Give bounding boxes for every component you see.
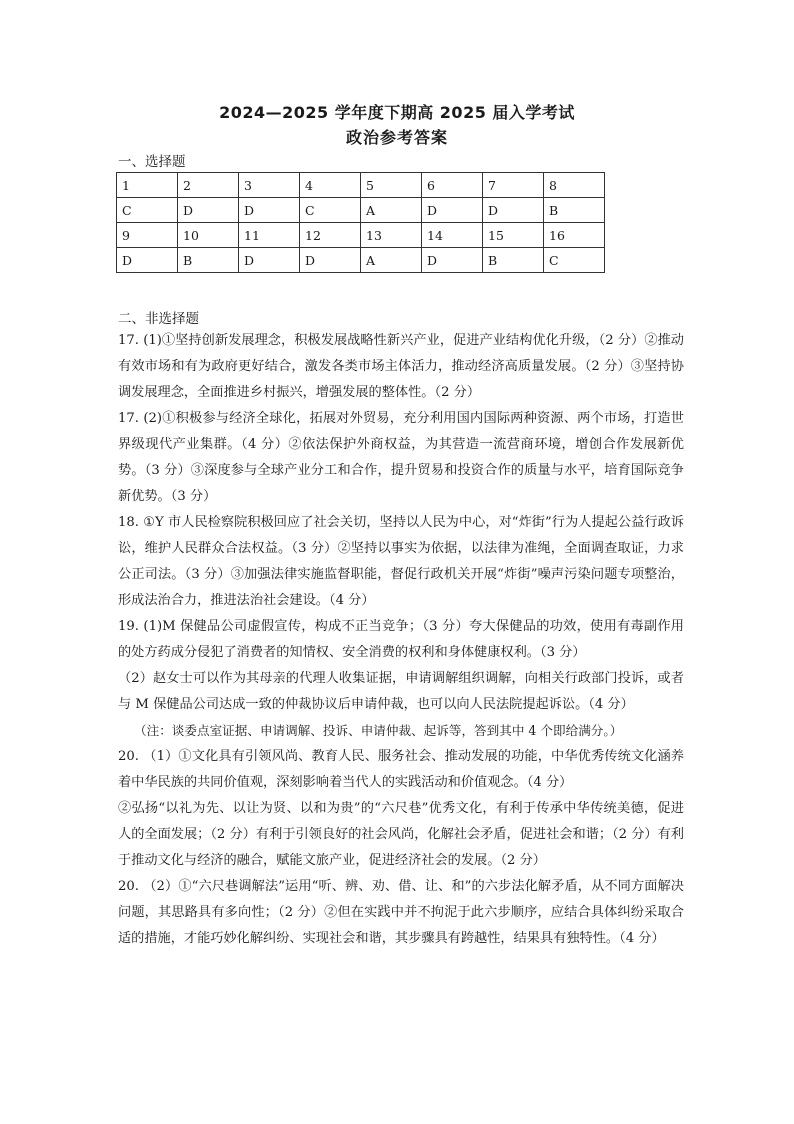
table-cell: D — [178, 198, 239, 223]
grading-note: （注：谈委点室证据、申请调解、投诉、申请仲裁、起诉等，答到其中 4 个即给满分。） — [134, 723, 623, 738]
table-cell: D — [117, 248, 178, 273]
answer-paragraph-17-1: 17. (1)①坚持创新发展理念，积极发展战略性新兴产业，促进产业结构优化升级，（2 分）②推动有效市场和有为政府更好结合，激发各类市场主体活力，推动经济高质量发展。（2 分）③坚持协调发展理念，全面推进乡村振兴，增强发展的整体性。（2 分） — [118, 333, 684, 400]
section-heading-open: 二、非选择题 — [118, 311, 199, 327]
table-cell: 6 — [422, 173, 483, 198]
table-cell: 8 — [544, 173, 605, 198]
table-cell: C — [544, 248, 605, 273]
table-cell: 15 — [483, 223, 544, 248]
table-cell: A — [361, 248, 422, 273]
answer-paragraph-18: 18. ①Y 市人民检察院积极回应了社会关切，坚持以人民为中心，对“炸街”行为人提起公益行政诉讼，维护人民群众合法权益。（3 分）②坚持以事实为依据，以法律为准绳，全面调查取证，力求公正司法。（3 分）③加强法律实施监督职能，督促行政机关开展“炸街”噪声污染问题专项整治，形成法治合力，推进法治社会建设。（4 分） — [118, 515, 684, 608]
table-cell: 9 — [117, 223, 178, 248]
table-cell: C — [300, 198, 361, 223]
table-cell: 13 — [361, 223, 422, 248]
table-cell: 10 — [178, 223, 239, 248]
table-cell: 1 — [117, 173, 178, 198]
table-cell: D — [300, 248, 361, 273]
table-cell: D — [483, 198, 544, 223]
table-cell: D — [239, 198, 300, 223]
page-title: 2024—2025 学年度下期高 2025 届入学考试 — [219, 103, 575, 122]
answer-paragraph-20-1b: ②弘扬“以礼为先、以让为贤、以和为贵”的“六尺巷”优秀文化，有利于传承中华传统美德，促进人的全面发展；（2 分）有利于引领良好的社会风尚，化解社会矛盾，促进社会和谐；（2 分）有利于推动文化与经济的融合，赋能文旅产业，促进经济社会的发展。（2 分） — [118, 801, 684, 868]
table-cell: 3 — [239, 173, 300, 198]
table-cell: B — [483, 248, 544, 273]
answer-paragraph-19-1: 19. (1)M 保健品公司虚假宣传，构成不正当竞争；（3 分）夸大保健品的功效，使用有毒副作用的处方药成分侵犯了消费者的知情权、安全消费的权利和身体健康权利。（3 分） — [118, 619, 684, 660]
answer-body — [118, 328, 684, 952]
table-cell: 7 — [483, 173, 544, 198]
table-cell: B — [178, 248, 239, 273]
table-cell: 12 — [300, 223, 361, 248]
table-cell: 11 — [239, 223, 300, 248]
answer-table — [116, 172, 605, 273]
table-cell: 14 — [422, 223, 483, 248]
table-cell: B — [544, 198, 605, 223]
table-row — [117, 248, 605, 273]
table-row — [117, 198, 605, 223]
table-cell: 16 — [544, 223, 605, 248]
answer-paragraph-20-2: 20. （2）①“六尺巷调解法”运用“听、辨、劝、借、让、和”的六步法化解矛盾，从不同方面解决问题，其思路具有多向性；（2 分）②但在实践中并不拘泥于此六步顺序，应结合具体纠纷采取合适的措施，才能巧妙化解纠纷、实现社会和谐，其步骤具有跨越性，结果具有独特性。（4 分） — [118, 879, 684, 946]
table-cell: 2 — [178, 173, 239, 198]
table-cell: 4 — [300, 173, 361, 198]
table-cell: D — [422, 248, 483, 273]
section-heading-choice: 一、选择题 — [118, 154, 186, 170]
table-row — [117, 223, 605, 248]
table-cell: 5 — [361, 173, 422, 198]
table-row — [117, 173, 605, 198]
page-subtitle: 政治参考答案 — [345, 128, 448, 147]
table-cell: A — [361, 198, 422, 223]
answer-paragraph-17-2: 17. (2)①积极参与经济全球化，拓展对外贸易，充分利用国内国际两种资源、两个市场，打造世界级现代产业集群。（4 分）②依法保护外商权益，为其营造一流营商环境，增创合作发展新优势。（3 分）③深度参与全球产业分工和合作，提升贸易和投资合作的质量与水平，培育国际竞争新优势。（3 分） — [118, 411, 684, 504]
answer-paragraph-19-2: （2）赵女士可以作为其母亲的代理人收集证据，申请调解组织调解，向相关行政部门投诉，或者与 M 保健品公司达成一致的仲裁协议后申请仲裁，也可以向人民法院提起诉讼。（4 分） — [118, 671, 684, 712]
answer-paragraph-20-1a: 20. （1）①文化具有引领风尚、教育人民、服务社会、推动发展的功能，中华优秀传统文化涵养着中华民族的共同价值观，深刻影响着当代人的实践活动和价值观念。（4 分） — [118, 749, 684, 790]
table-cell: D — [239, 248, 300, 273]
table-cell: D — [422, 198, 483, 223]
table-cell: C — [117, 198, 178, 223]
